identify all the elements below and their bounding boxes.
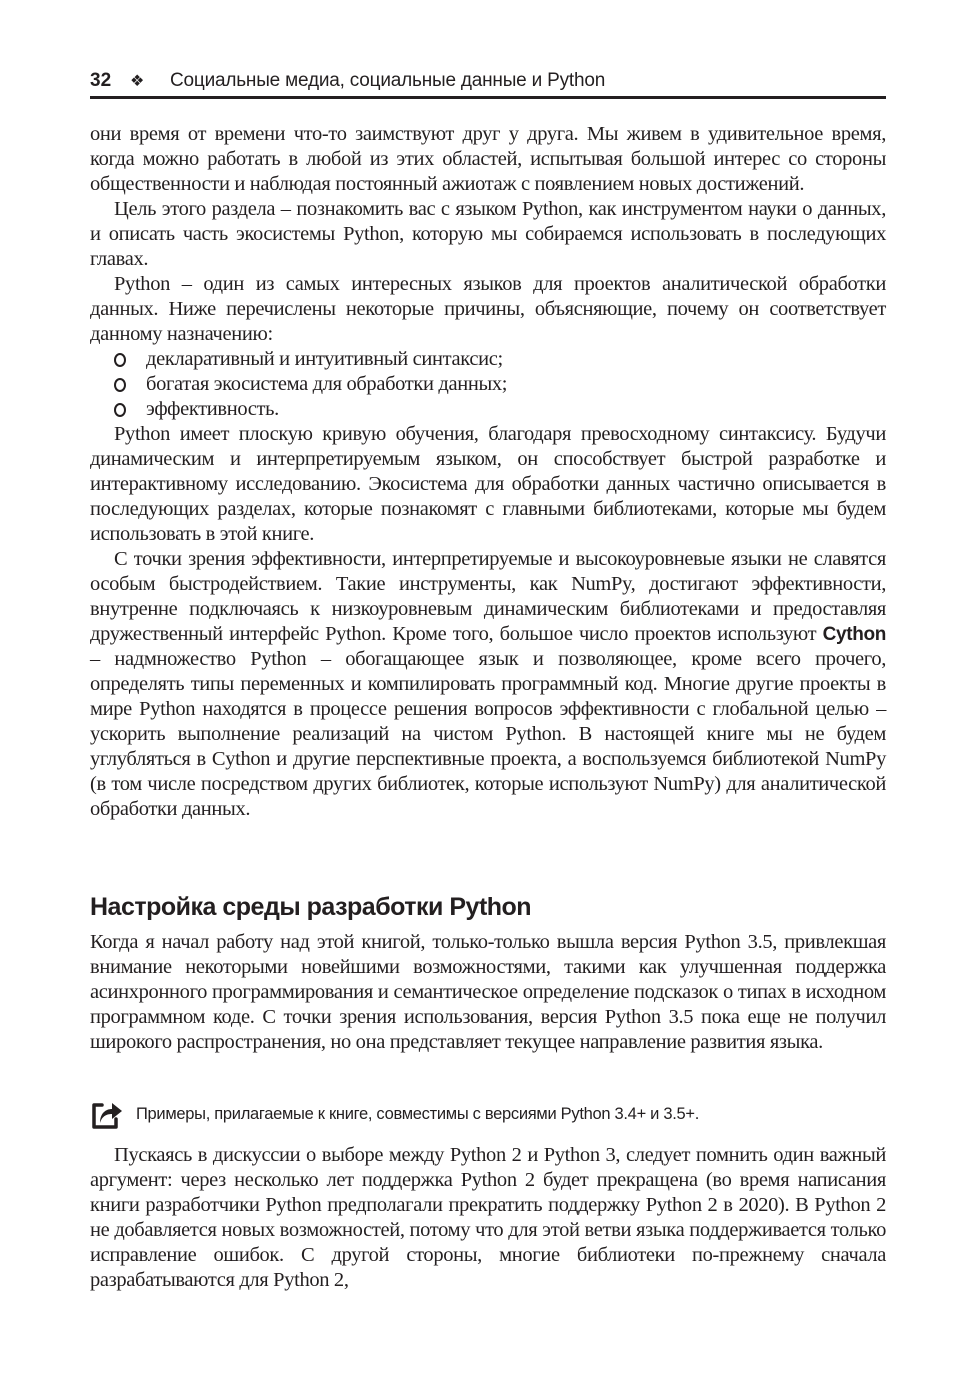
paragraph: они время от времени что-то заимствуют друг у друга. Мы живем в удивительное время, когда можно работать в любой из этих областей, испытывая большой интерес со стороны общественности и наблюдая постоянный ажиотаж с появлением новых достижений.	[90, 123, 886, 195]
list-item	[114, 397, 886, 422]
list-item-text: эффективность.	[146, 398, 279, 420]
running-head	[90, 66, 886, 99]
paragraph: Цель этого раздела – познакомить вас с языком Python, как инструментом науки о данных, и описать часть экосистемы Python, которую мы собираемся использовать в последующих главах.	[90, 198, 886, 270]
reasons-list	[90, 347, 886, 422]
text-span: – надмножество Python – обогащающее язык и позволяющее, кроме всего прочего, определять типы переменных и компилировать программный код. Многие другие проекты в мире Python находятся в процессе решения вопросов эффективности с глобальной целью – ускорить выполнение реализаций на чистом Python. В настоящей книге мы не будем углубляться в Cython и другие перспективные проекта, а воспользуемся библиотекой NumPy (в том числе посредством других библиотек, которые используют NumPy) для аналитической обработки данных.	[90, 648, 886, 820]
paragraph: Пускаясь в дискуссии о выборе между Python 2 и Python 3, следует помнить один важный аргумент: через несколько лет поддержка Python 2 будет прекращена (во время написания книги разработчики Python предполагали прекратить поддержку Python 2 в 2020). В Python 2 не добавляется новых возможностей, потому что для этой ветви языка поддерживается только исправление ошибок. С другой стороны, многие библиотеки по-прежнему сначала разрабатываются для Python 2,	[90, 1144, 886, 1291]
paragraph: Python – один из самых интересных языков для проектов аналитической обработки данных. Ниже перечислены некоторые причины, объясняющие, почему он соответствует данному назначению:	[90, 273, 886, 345]
section-heading: Настройка среды разработки Python	[90, 893, 532, 921]
paragraph-efficiency	[90, 547, 886, 822]
list-item	[114, 372, 886, 397]
circle-bullet-icon	[114, 403, 126, 417]
note-callout	[90, 1097, 886, 1131]
share-arrow-icon	[90, 1097, 124, 1131]
note-text: Примеры, прилагаемые к книге, совместимы с версиями Python 3.4+ и 3.5+.	[136, 1104, 700, 1123]
list-item-text: богатая экосистема для обработки данных;	[146, 373, 508, 395]
chapter-title: Социальные медиа, социальные данные и Python	[170, 70, 606, 91]
circle-bullet-icon	[114, 378, 126, 392]
text-span: С точки зрения эффективности, интерпретируемые и высокоуровневые языки не славятся особым быстродействием. Такие инструменты, как NumPy, достигают эффективности, внутренне подключаясь к низкоуровневым динамическим библиотеками и предоставляя дружественный интерфейс Python. Кроме того, большое число проектов используют	[90, 548, 886, 645]
circle-bullet-icon	[114, 353, 126, 367]
list-item-text: декларативный и интуитивный синтаксис;	[146, 348, 503, 370]
paragraph: Когда я начал работу над этой книгой, только-только вышла версия Python 3.5, привлекшая внимание некоторыми новейшими возможностями, такими как улучшенная поддержка асинхронного программирования и семантическое определение подсказок о типах в исходном программном коде. С точки зрения использования, версия Python 3.5 пока еще не получил широкого распространения, но она представляет текущее направление развития языка.	[90, 931, 886, 1053]
section-setup	[90, 930, 886, 1055]
page-number: 32	[90, 70, 112, 91]
section-python-versions	[90, 1143, 886, 1293]
list-item	[114, 347, 886, 372]
bold-term: Cython	[822, 624, 886, 645]
ornament-icon: ❖	[130, 73, 145, 90]
paragraph: Python имеет плоскую кривую обучения, благодаря превосходному синтаксису. Будучи динамическим и интерпретируемым языком, он способствует быстрой разработке и интерактивному исследованию. Экосистема для обработки данных частично описывается в последующих разделах, которые познакомят с главными библиотеками, которые мы будем использовать в этой книге.	[90, 423, 886, 545]
section-intro	[90, 122, 886, 822]
